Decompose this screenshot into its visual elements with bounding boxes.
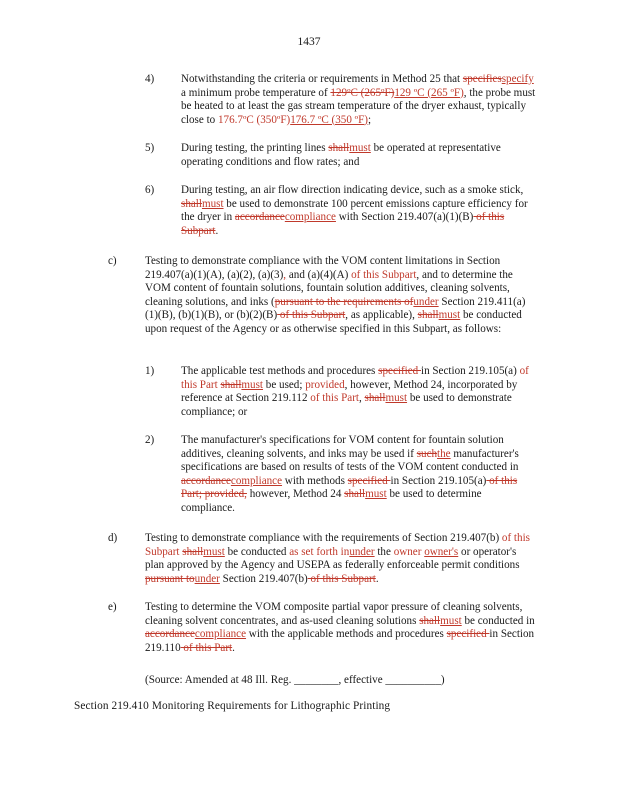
item-label: 4): [145, 73, 155, 85]
page-number: 1437: [297, 36, 321, 48]
item-label: 6): [145, 184, 155, 196]
item-label: e): [108, 601, 117, 613]
item-text: Testing to determine the VOM composite partial vapor pressure of cleaning solvents, cleaning solvent concentrates, and as-used cleaning solutions shallmust be conducted in accordancecompliance with the applicable methods and procedures specified in Section 219.110 of this Part.: [145, 601, 535, 654]
item-text: Notwithstanding the criteria or requirements in Method 25 that specifiesspecify a minimum probe temperature of 129ºC (265ºF)129 ºC (265 ºF), the probe must be heated to at least the gas stream temperature of the dryer exhaust, typically close to 176.7ºC (350ºF)176.7 ºC (350 ºF);: [181, 73, 536, 126]
item-text: During testing, an air flow direction indicating device, such as a smoke stick, shallmust be used to demonstrate 100 percent emissions capture efficiency for the dryer in accordancecompliance with Section 219.407(a)(1)(B) of this Subpart.: [181, 184, 528, 237]
item-label: 2): [145, 434, 155, 446]
item-label: c): [108, 255, 117, 267]
item-label: 5): [145, 142, 155, 154]
source-note: (Source: Amended at 48 Ill. Reg. ________, effective __________): [145, 674, 445, 686]
item-label: d): [108, 532, 118, 544]
item-label: 1): [145, 365, 155, 377]
item-text: Testing to demonstrate compliance with the VOM content limitations in Section 219.407(a)(1)(A), (a)(2), (a)(3), and (a)(4)(A) of this Subpart, and to determine the VOM content of fountain solutions, fountain solution additives, cleaning solvents, cleaning solutions, and inks (pursuant to the requirements ofunder Section 219.411(a)(1)(B), (b)(1)(B), or (b)(2)(B) of this Subpart, as applicable), shallmust be conducted upon request of the Agency or as otherwise specified in this Subpart, as follows:: [145, 255, 526, 335]
item-text: The manufacturer's specifications for VOM content for fountain solution additives, cleaning solvents, and inks may be used if suchthe manufacturer's specifications are based on results of tests of the VOM content conducted in accordancecompliance with methods specified in Section 219.105(a) of this Part; provided, however, Method 24 shallmust be used to determine compliance.: [181, 434, 519, 514]
item-text: The applicable test methods and procedures specified in Section 219.105(a) of this Part shallmust be used; provided, however, Method 24, incorporated by reference at Section 219.112 of this Part, shallmust be used to demonstrate compliance; or: [181, 365, 529, 418]
section-heading: Section 219.410 Monitoring Requirements for Lithographic Printing: [74, 700, 391, 712]
item-text: During testing, the printing lines shallmust be operated at representative operating conditions and flow rates; and: [181, 142, 501, 168]
item-text: Testing to demonstrate compliance with the requirements of Section 219.407(b) of this Subpart shallmust be conducted as set forth inunder the owner owner's or operator's plan approved by the Agency and USEPA as federally enforceable permit conditions pursuant tounder Section 219.407(b) of this Subpart.: [145, 532, 530, 585]
